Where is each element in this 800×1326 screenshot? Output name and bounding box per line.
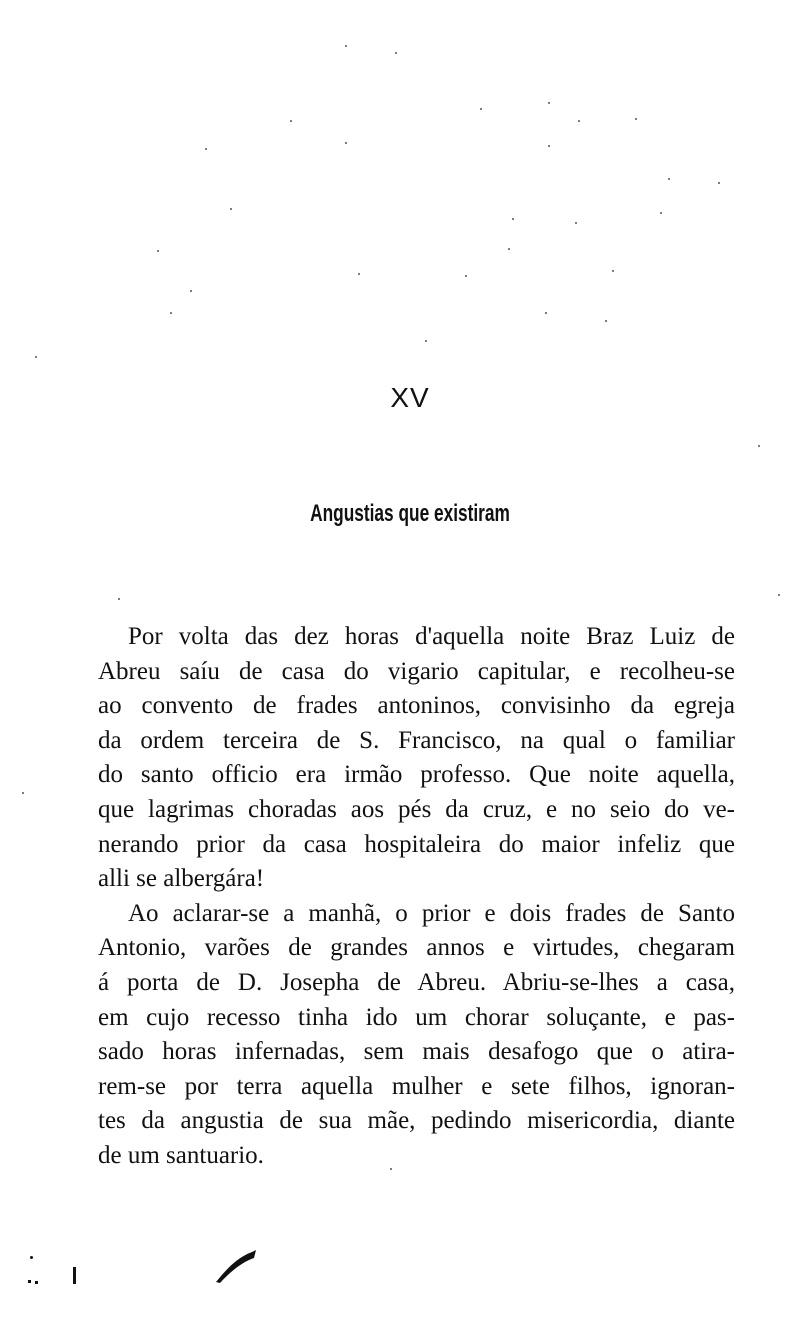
- text-line: da ordem terceira de S. Francisco, na qual o familiar: [98, 726, 735, 754]
- text-line: que lagrimas choradas aos pés da cruz, e no seio do ve-: [98, 795, 735, 823]
- text-line: em cujo recesso tinha ido um chorar soluçante, e pas-: [98, 1003, 735, 1031]
- speck-mark: [28, 1280, 31, 1283]
- text-line: Ao aclarar-se a manhã, o prior e dois frades de Santo: [128, 899, 735, 927]
- text-line: do santo officio era irmão professo. Que noite aquella,: [98, 761, 735, 789]
- stroke-mark: [73, 1267, 76, 1284]
- paragraph-2: [98, 897, 735, 1174]
- text-line: Por volta das dez horas d'aquella noite Braz Luiz de: [128, 623, 735, 650]
- text-line: tes da angustia de sua mãe, pedindo misericordia, diante: [98, 1107, 735, 1135]
- text-line: ao convento de frades antoninos, convisinho da egreja: [98, 692, 735, 720]
- text-line: alli se albergára!: [98, 865, 265, 893]
- text-line: de um santuario.: [98, 1141, 264, 1169]
- chapter-title: Angustias que existiram: [310, 500, 510, 527]
- text-line: rem-se por terra aquella mulher e sete filhos, ignoran-: [98, 1072, 735, 1100]
- speck-mark: [30, 1256, 33, 1259]
- body-text: [98, 620, 735, 1174]
- text-line: á porta de D. Josepha de Abreu. Abriu-se-lhes a casa,: [98, 968, 735, 996]
- chapter-number: XV: [390, 382, 430, 413]
- text-line: sado horas infernadas, sem mais desafogo que o atira-: [98, 1038, 735, 1066]
- ink-stroke-mark: [212, 1246, 262, 1286]
- speck-mark: [35, 1281, 38, 1284]
- text-line: Abreu saíu de casa do vigario capitular, e recolheu-se: [98, 657, 735, 685]
- text-line: Antonio, varões de grandes annos e virtudes, chegaram: [98, 934, 735, 962]
- paragraph-1: [98, 620, 735, 897]
- text-line: nerando prior da casa hospitaleira do maior infeliz que: [98, 830, 735, 858]
